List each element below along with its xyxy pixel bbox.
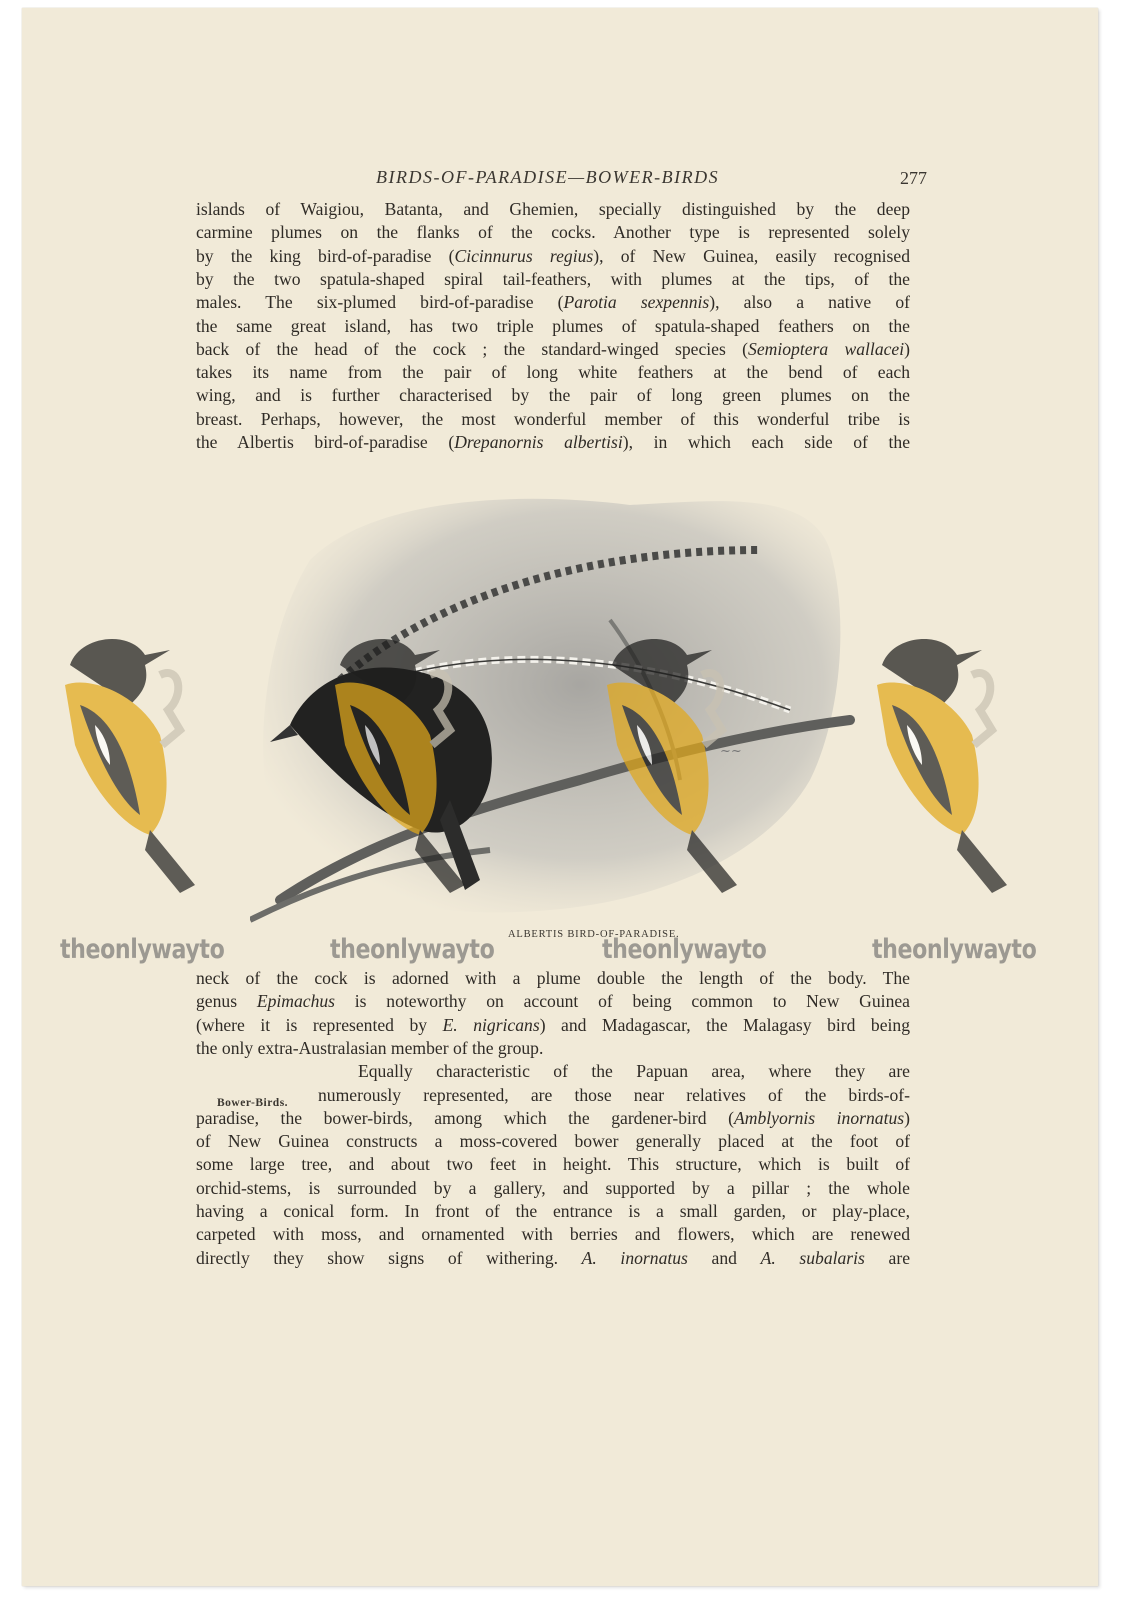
- text-segment: males. The six-plumed bird-of-paradise (: [196, 292, 564, 313]
- text-line: [196, 220, 910, 244]
- text-segment: numerously represented, are those near relatives of the birds-of-: [318, 1084, 910, 1105]
- text-line: [196, 989, 910, 1013]
- text-line: [196, 1013, 910, 1037]
- text-line: [196, 1036, 910, 1060]
- watermark-text: theonlywayto: [602, 934, 767, 965]
- text-line: [196, 1199, 910, 1223]
- text-segment: takes its name from the pair of long white feathers at the bend of each: [196, 362, 910, 383]
- sidenote-bower-birds: Bower-Birds.: [217, 1097, 289, 1109]
- text-segment: ) and Madagascar, the Malagasy bird being: [539, 1014, 910, 1035]
- text-segment: are: [864, 1247, 911, 1268]
- text-segment: ): [904, 1107, 910, 1128]
- watermark-text: theonlywayto: [872, 934, 1037, 965]
- text-segment: the only extra-Australasian member of the group.: [196, 1037, 544, 1058]
- text-segment: wing, and is further characterised by the pair of long green plumes on the: [196, 385, 910, 406]
- text-segment: the Albertis bird-of-paradise (: [196, 432, 455, 452]
- text-line: [196, 1152, 910, 1176]
- oriole-watermark-icon: [320, 625, 490, 905]
- text-segment: ): [904, 338, 910, 359]
- figure-caption: ALBERTIS BIRD-OF-PARADISE.: [508, 929, 680, 940]
- oriole-watermark-icon: [862, 625, 1032, 905]
- text-segment: genus: [196, 991, 257, 1012]
- text-segment: Equally characteristic of the Papuan area, where they are: [358, 1061, 910, 1082]
- text-line: [196, 966, 910, 990]
- text-line: [358, 1059, 910, 1083]
- text-line: [196, 197, 910, 221]
- italic-species-name: A. subalaris: [760, 1247, 865, 1268]
- text-line: [196, 1129, 910, 1153]
- text-segment: (where it is represented by: [196, 1014, 443, 1035]
- text-segment: of New Guinea constructs a moss-covered bower generally placed at the foot of: [196, 1131, 910, 1152]
- oriole-watermark-icon: [50, 625, 220, 905]
- text-segment: paradise, the bower-birds, among which the gardener-bird (: [196, 1107, 734, 1128]
- text-segment: ), also a native of: [709, 292, 910, 313]
- watermark-text: theonlywayto: [60, 934, 225, 965]
- page-number: 277: [900, 168, 927, 188]
- text-segment: neck of the cock is adorned with a plume double the length of the body. The: [196, 968, 910, 988]
- text-line: [196, 1176, 910, 1200]
- text-segment: is noteworthy on account of being common to New Guinea: [335, 991, 910, 1012]
- italic-species-name: E. nigricans: [442, 1014, 540, 1035]
- text-segment: some large tree, and about two feet in height. This structure, which is built of: [196, 1154, 910, 1175]
- italic-species-name: A. inornatus: [581, 1247, 688, 1268]
- text-segment: and: [687, 1247, 761, 1268]
- text-line: [196, 290, 910, 314]
- italic-species-name: Amblyornis inornatus: [734, 1107, 905, 1128]
- text-line: [196, 1222, 910, 1246]
- text-segment: the same great island, has two triple plumes of spatula-shaped feathers on the: [196, 315, 910, 336]
- running-head: BIRDS-OF-PARADISE—BOWER-BIRDS: [376, 167, 720, 187]
- italic-species-name: Epimachus: [256, 991, 336, 1012]
- text-segment: ), of New Guinea, easily recognised: [593, 245, 910, 266]
- text-segment: islands of Waigiou, Batanta, and Ghemien, specially distinguished by the deep: [196, 199, 910, 219]
- text-line: [196, 1246, 910, 1270]
- text-segment: having a conical form. In front of the entrance is a small garden, or play-place,: [196, 1201, 910, 1221]
- italic-species-name: Semioptera wallacei: [748, 338, 905, 359]
- text-line: [318, 1083, 910, 1107]
- text-line: [196, 383, 910, 407]
- text-line: [196, 1106, 910, 1130]
- text-segment: orchid-stems, is surrounded by a gallery, and supported by a pillar ; the whole: [196, 1177, 910, 1198]
- text-segment: directly they show signs of withering.: [196, 1247, 582, 1268]
- italic-species-name: Cicinnurus regius: [454, 245, 594, 266]
- text-segment: carmine plumes on the flanks of the cocks. Another type is represented solely: [196, 222, 910, 243]
- text-segment: ), in which each side of the: [622, 432, 910, 452]
- oriole-watermark-icon: [592, 625, 762, 905]
- text-line: [196, 267, 910, 291]
- text-segment: breast. Perhaps, however, the most wonderful member of this wonderful tribe is: [196, 408, 910, 429]
- text-segment: by the two spatula-shaped spiral tail-feathers, with plumes at the tips, of the: [196, 268, 910, 289]
- text-line: [196, 337, 910, 361]
- artist-signature: ~~: [720, 744, 742, 759]
- text-segment: carpeted with moss, and ornamented with berries and flowers, which are renewed: [196, 1224, 910, 1245]
- watermark-text: theonlywayto: [330, 934, 495, 965]
- text-segment: back of the head of the cock ; the standard-winged species (: [196, 338, 749, 359]
- text-line: [196, 430, 910, 454]
- text-line: [196, 407, 910, 431]
- text-line: [196, 244, 910, 268]
- text-line: [196, 360, 910, 384]
- text-segment: by the king bird-of-paradise (: [196, 245, 455, 266]
- italic-species-name: Parotia sexpennis: [563, 292, 710, 313]
- italic-species-name: Drepanornis albertisi: [454, 432, 623, 452]
- text-line: [196, 314, 910, 338]
